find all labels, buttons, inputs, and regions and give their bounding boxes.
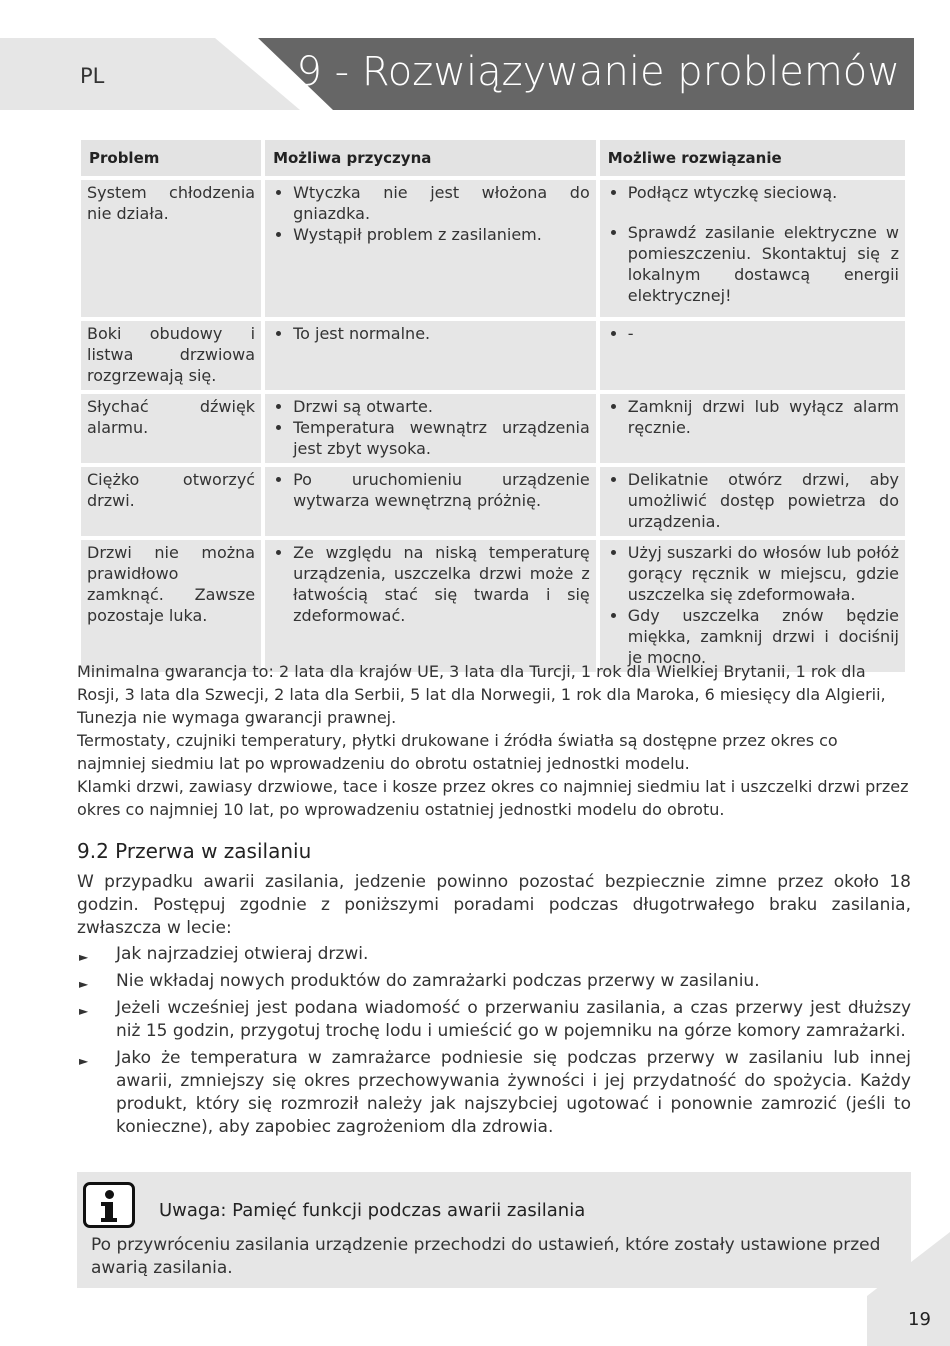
bullet-arrow-icon: ► — [79, 950, 89, 964]
info-icon — [83, 1182, 135, 1228]
solution-item: • Zamknij drzwi lub wyłącz alarm ręcznie. — [628, 396, 899, 438]
list-item-text: Jak najrzadziej otwieraj drzwi. — [116, 944, 369, 964]
solution-cell — [600, 180, 905, 317]
language-tab — [0, 38, 300, 110]
page-number: 19 — [908, 1309, 931, 1330]
problem-cell: Słychać dźwięk alarmu. — [81, 394, 261, 463]
problem-cell: Ciężko otworzyć drzwi. — [81, 467, 261, 536]
note-text: Po przywróceniu zasilania urządzenie przechodzi do ustawień, które zostały ustawione przed awarią zasilania. — [91, 1235, 881, 1278]
cause-cell — [265, 394, 596, 463]
solution-item: • Gdy uszczelka znów będzie miękka, zamknij drzwi i dociśnij je mocno. — [628, 605, 899, 668]
solution-item: • Użyj suszarki do włosów lub połóż gorący ręcznik w miejscu, gdzie uszczelka się zdeformowała. — [628, 542, 899, 605]
cause-cell — [265, 180, 596, 317]
problem-cell: System chłodzenia nie działa. — [81, 180, 261, 317]
list-item — [77, 943, 911, 966]
page-title: 9 - Rozwiązywanie problemów — [296, 49, 900, 95]
cause-item: • Po uruchomieniu urządzenie wytwarza wewnętrzną próżnię. — [293, 469, 590, 511]
power-outage-tips — [77, 943, 911, 1143]
solution-cell — [600, 467, 905, 536]
cause-item: • To jest normalne. — [293, 323, 590, 344]
table-row — [81, 467, 905, 536]
section-intro: W przypadku awarii zasilania, jedzenie powinno pozostać bezpiecznie zimne przez około 18 godzin. Postępuj zgodnie z poniższymi poradami podczas długotrwałego braku zasilania, zwłaszcza w lecie: — [77, 872, 911, 938]
list-item — [77, 970, 911, 993]
problem-cell: Boki obudowy i listwa drzwiowa rozgrzewają się. — [81, 321, 261, 390]
cause-cell — [265, 321, 596, 390]
solution-cell — [600, 321, 905, 390]
solution-cell — [600, 540, 905, 672]
bullet-arrow-icon: ► — [79, 1004, 89, 1018]
cause-item: • Wystąpił problem z zasilaniem. — [293, 224, 590, 245]
spare-parts-note: Termostaty, czujniki temperatury, płytki drukowane i źródła światła są dostępne przez okres co najmniej siedmiu lat po wprowadzeniu do obrotu ostatniej jednostki modelu. — [77, 731, 838, 773]
solution-item: • Podłącz wtyczkę sieciową. — [628, 182, 899, 203]
section-heading: 9.2 Przerwa w zasilaniu — [77, 839, 312, 863]
warranty-notes — [77, 660, 909, 821]
problem-cell: Drzwi nie można prawidłowo zamknąć. Zawsze pozostaje luka. — [81, 540, 261, 672]
table-row — [81, 321, 905, 390]
list-item — [77, 1047, 911, 1139]
table-row — [81, 180, 905, 317]
troubleshooting-table — [77, 136, 909, 676]
bullet-arrow-icon: ► — [79, 1054, 89, 1068]
bullet-arrow-icon: ► — [79, 977, 89, 991]
cause-item: • Ze względu na niską temperaturę urządzenia, uszczelka drzwi może z łatwością stać się twarda i się zdeformować. — [293, 542, 590, 626]
language-label: PL — [80, 64, 105, 88]
cause-cell — [265, 540, 596, 672]
cause-item: • Wtyczka nie jest włożona do gniazdka. — [293, 182, 590, 224]
list-item — [77, 997, 911, 1043]
column-header-solution: Możliwe rozwiązanie — [600, 140, 905, 176]
table-header-row — [81, 140, 905, 176]
spare-parts-note: Klamki drzwi, zawiasy drzwiowe, tace i kosze przez okres co najmniej siedmiu lat i uszczelki drzwi przez okres co najmniej 10 lat, po wprowadzeniu ostatniej jednostki modelu do obrotu. — [77, 777, 909, 819]
solution-item: • Sprawdź zasilanie elektryczne w pomieszczeniu. Skontaktuj się z lokalnym dostawcą energii elektrycznej! — [628, 222, 899, 306]
column-header-problem: Problem — [81, 140, 261, 176]
cause-cell — [265, 467, 596, 536]
list-item-text: Nie wkładaj nowych produktów do zamrażarki podczas przerwy w zasilaniu. — [116, 971, 760, 991]
note-box — [77, 1172, 911, 1288]
list-item-text: Jeżeli wcześniej jest podana wiadomość o przerwaniu zasilania, a czas przerwy jest dłuższy niż 15 godzin, przygotuj trochę lodu i umieścić go w pojemniku na górze komory zamrażarki. — [116, 998, 911, 1041]
solution-cell — [600, 394, 905, 463]
note-title: Uwaga: Pamięć funkcji podczas awarii zasilania — [159, 1200, 586, 1221]
table-row — [81, 394, 905, 463]
warranty-note: Minimalna gwarancja to: 2 lata dla krajów UE, 3 lata dla Turcji, 1 rok dla Wielkiej Brytanii, 1 rok dla Rosji, 3 lata dla Szwecji, 2 lata dla Serbii, 5 lat dla Norwegii, 1 rok dla Maroka, 6 miesięcy dla Algierii, Tunezja nie wymaga gwarancji prawnej. — [77, 662, 886, 727]
cause-item: • Temperatura wewnątrz urządzenia jest zbyt wysoka. — [293, 417, 590, 459]
list-item-text: Jako że temperatura w zamrażarce podniesie się podczas przerwy w zasilaniu lub innej awarii, zmniejszy się okres przechowywania żywności i jej przydatność do spożycia. Każdy produkt, który się rozmroził należy jak najszybciej ugotować i ponownie zamrozić (jeśli to konieczne), aby zapobiec zagrożeniom dla zdrowia. — [116, 1048, 911, 1137]
table-row — [81, 540, 905, 672]
solution-item: • - — [628, 323, 899, 344]
solution-item: • Delikatnie otwórz drzwi, aby umożliwić dostęp powietrza do urządzenia. — [628, 469, 899, 532]
cause-item: • Drzwi są otwarte. — [293, 396, 590, 417]
column-header-cause: Możliwa przyczyna — [265, 140, 596, 176]
